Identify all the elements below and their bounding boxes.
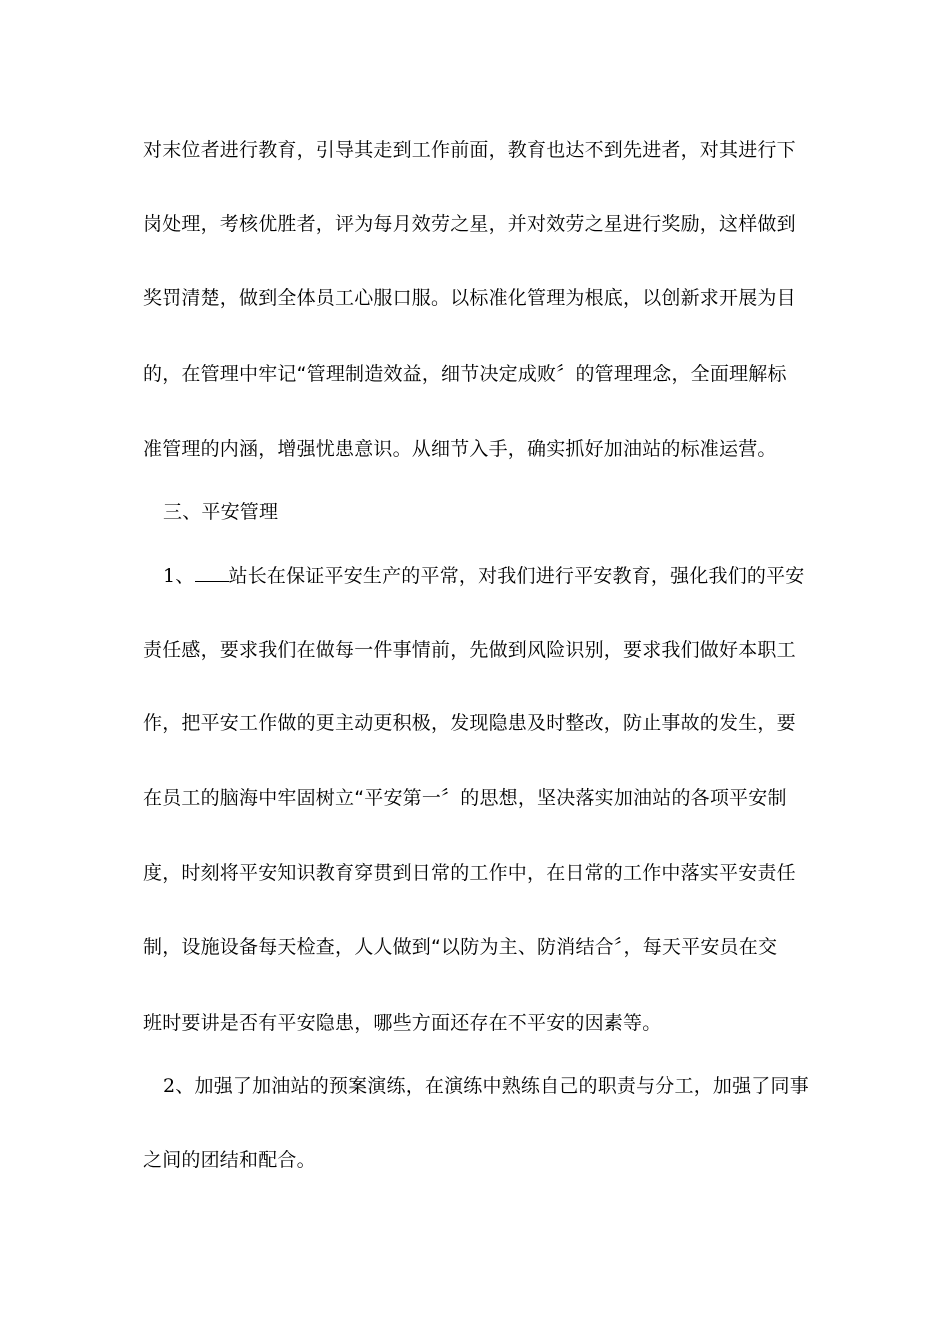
item-2-first-line [163,1073,843,1099]
paragraph-line: 制，设施设备每天检查，人人做到“以防为主、防消结合〞，每天平安员在交 [143,936,778,958]
section-heading: 三、平安管理 [163,501,279,523]
paragraph-line: 在员工的脑海中牢固树立“平安第一〞的思想，坚决落实加油站的各项平安制 [143,787,787,809]
blank-underline [195,565,229,582]
item-2-number: 2、 [163,1075,195,1097]
paragraph-line: 作，把平安工作做的更主动更积极，发现隐患及时整改，防止事故的发生，要 [143,712,796,734]
paragraph-line: 对末位者进行教育，引导其走到工作前面，教育也达不到先进者，对其进行下 [143,139,796,161]
paragraph-line: 岗处理，考核优胜者，评为每月效劳之星，并对效劳之星进行奖励，这样做到 [143,213,796,235]
item-1-first-line [163,563,843,589]
item-1-text: 站长在保证平安生产的平常，对我们进行平安教育，强化我们的平安 [228,565,805,587]
paragraph-line: 度，时刻将平安知识教育穿贯到日常的工作中，在日常的工作中落实平安责任 [143,862,796,884]
paragraph-line: 准管理的内涵，增强忧患意识。从细节入手，确实抓好加油站的标准运营。 [143,438,777,460]
paragraph-line: 之间的团结和配合。 [143,1149,316,1171]
paragraph-line: 责任感，要求我们在做每一件事情前，先做到风险识别，要求我们做好本职工 [143,639,796,661]
paragraph-line: 的，在管理中牢记“管理制造效益，细节决定成败〞的管理理念，全面理解标 [143,363,787,385]
paragraph-line: 班时要讲是否有平安隐患，哪些方面还存在不平安的因素等。 [143,1012,662,1034]
paragraph-line: 奖罚清楚，做到全体员工心服口服。以标准化管理为根底，以创新求开展为目 [143,287,796,309]
item-1-number: 1、 [163,565,195,587]
item-2-text: 加强了加油站的预案演练，在演练中熟练自己的职责与分工，加强了同事 [194,1075,809,1097]
